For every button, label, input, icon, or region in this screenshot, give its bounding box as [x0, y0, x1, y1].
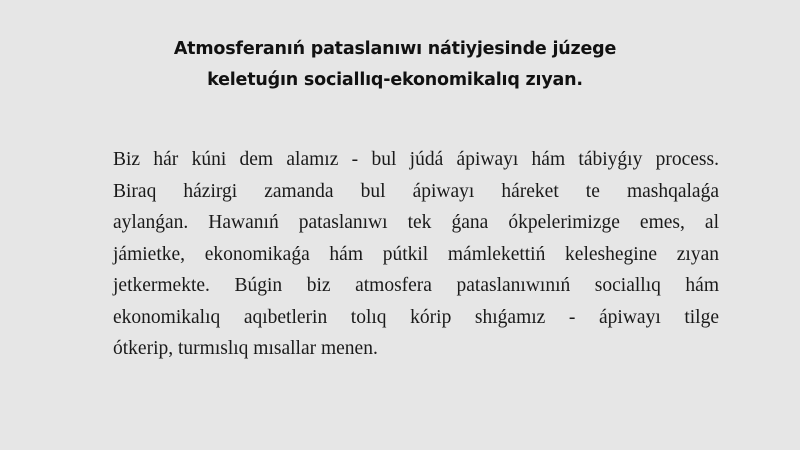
- body-paragraph: [113, 144, 719, 365]
- body-line-3: aylanǵan. Hawanıń pataslanıwı tek ǵana ókpelerimizge emes, al: [113, 212, 719, 233]
- body-line-7: ótkerip, turmıslıq mısallar menen.: [113, 338, 378, 359]
- body-line-1: Biz hár kúni dem alamız - bul júdá ápiwayı hám tábiyǵıy process.: [113, 149, 719, 170]
- title-line-2: keletuǵın sociallıq-ekonomikalıq zıyan.: [207, 70, 583, 90]
- body-line-6: ekonomikalıq aqıbetlerin tolıq kórip shıǵamız - ápiwayı tilge: [113, 306, 719, 328]
- body-line-4: jámietke, ekonomikaǵa hám pútkil mámlekettiń keleshegine zıyan: [113, 243, 719, 265]
- slide-title: [100, 34, 690, 96]
- body-line-5: jetkermekte. Búgin biz atmosfera pataslanıwınıń sociallıq hám: [113, 275, 719, 296]
- body-line-2: Biraq házirgi zamanda bul ápiwayı háreket te mashqalaǵa: [113, 180, 719, 202]
- title-line-1: Atmosferanıń pataslanıwı nátiyjesinde júzege: [173, 39, 617, 59]
